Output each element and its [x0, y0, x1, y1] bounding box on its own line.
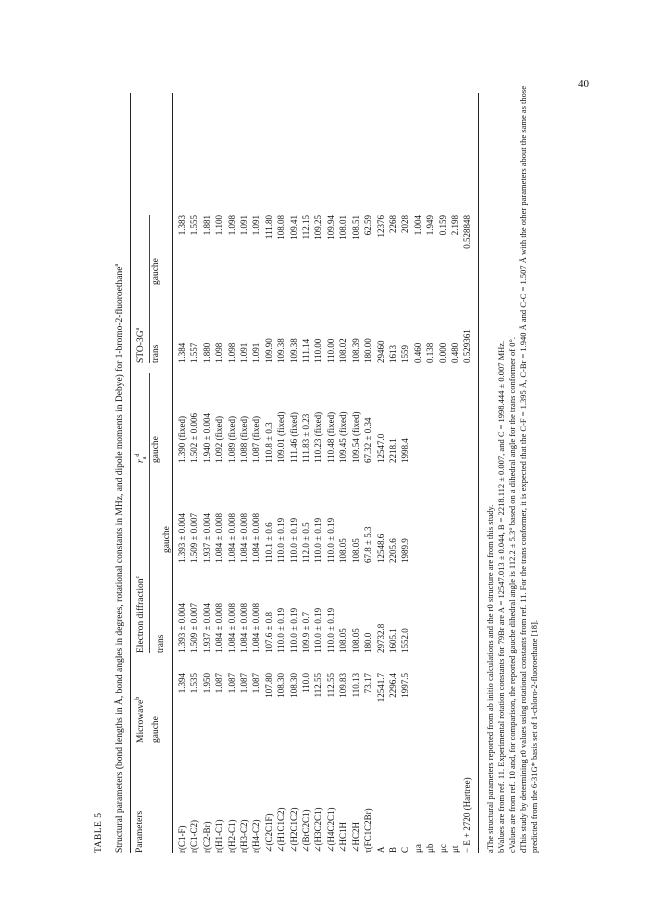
cell-ed-gauche: 1.084 ± 0.008 [251, 513, 262, 563]
cell-sto-gauche: 1.098 [226, 215, 237, 236]
cell-sto-gauche: 108.51 [350, 215, 361, 240]
table-row [424, 215, 436, 853]
header-electron-diffraction: Electron diffraction$^c$ [135, 575, 147, 653]
page-number: 40 [578, 78, 589, 90]
cell-sto-gauche: 1.004 [412, 215, 423, 236]
table-row [300, 215, 312, 853]
cell-ed-trans: 107.6 ± 0.8 [263, 612, 274, 653]
cell-ed-gauche: 110.0 ± 0.19 [276, 517, 287, 563]
footnote-a: aThe structural parameters reported from ab initio calculations and the r0 structure are from this study. [485, 504, 495, 853]
cell-sto-trans: 0.460 [412, 342, 423, 363]
cell-ra: 2218.1 [387, 438, 398, 463]
cell-sto-trans: 109.38 [276, 338, 287, 363]
cell-param: r(H2-C1) [226, 819, 237, 853]
header-rule [172, 93, 173, 853]
cell-sto-gauche: 12376 [375, 215, 386, 238]
cell-mw: 2296.4 [387, 673, 398, 698]
cell-ed-trans [424, 563, 436, 653]
cell-mw [449, 653, 461, 743]
cell-sto-gauche: 109.25 [313, 215, 324, 240]
cell-ed-trans: 1.084 ± 0.008 [226, 603, 237, 653]
cell-ra: 109.45 (fixed) [338, 411, 349, 463]
cell-mw: 112.55 [313, 673, 324, 698]
cell-ed-trans: 110.0 ± 0.19 [325, 607, 336, 653]
cell-ed-gauche: 1.509 ± 0.007 [189, 513, 200, 563]
cell-ed-trans [461, 563, 473, 653]
cell-ra [461, 363, 473, 463]
cell-mw: 1.087 [239, 673, 250, 694]
cell-ed-trans: 110.0 ± 0.19 [276, 607, 287, 653]
cell-sto-trans: 110.00 [325, 338, 336, 363]
cell-ed-trans: 110.0 ± 0.19 [313, 607, 324, 653]
cell-mw: 109.83 [338, 673, 349, 698]
cell-ed-gauche [449, 463, 461, 563]
cell-mw: 1997.5 [400, 673, 411, 698]
cell-mw: 1.087 [214, 673, 225, 694]
table-row [250, 215, 262, 853]
cell-param: r(H1-C1) [214, 819, 225, 853]
cell-ra: 12547.0 [375, 433, 386, 463]
parameter-table [176, 215, 474, 853]
cell-ra: 1.092 (fixed) [214, 416, 225, 463]
cell-sto-gauche: 109.94 [325, 215, 336, 240]
cell-sto-trans: 109.38 [288, 338, 299, 363]
cell-sto-gauche: 1.555 [189, 215, 200, 236]
cell-param: ∠(H3C2C1) [313, 807, 324, 853]
table-row [412, 215, 424, 853]
cell-sto-gauche: 112.15 [301, 215, 312, 240]
cell-mw [437, 653, 449, 743]
cell-ed-gauche: 1.937 ± 0.004 [201, 513, 212, 563]
cell-ed-trans: 29732.8 [375, 623, 386, 653]
cell-param: r(H3-C2) [239, 819, 250, 853]
cell-sto-trans: 1.880 [201, 342, 212, 363]
cell-ed-gauche: 110.0 ± 0.19 [325, 517, 336, 563]
cell-sto-gauche: 62.59 [363, 215, 374, 236]
cell-mw: 1.087 [226, 673, 237, 694]
rotated-table-page [94, 53, 653, 853]
cell-mw [461, 653, 473, 743]
header-sto-gauche: gauche [151, 258, 161, 285]
table-row [449, 215, 461, 853]
cell-sto-trans: 1559 [400, 345, 411, 363]
cell-mw: 108.30 [276, 673, 287, 698]
cell-ed-gauche: 110.0 ± 0.19 [288, 517, 299, 563]
cell-param: − E + 2720 (Hartree) [462, 777, 473, 853]
table-row [226, 215, 238, 853]
cell-ed-trans: 1.084 ± 0.008 [239, 603, 250, 653]
table-row [263, 215, 275, 853]
cell-ed-trans: 1.393 ± 0.004 [177, 603, 187, 653]
cell-param: μb [425, 843, 436, 853]
sto-subrule [149, 215, 150, 363]
cell-ed-gauche: 1.084 ± 0.008 [239, 513, 250, 563]
cell-sto-gauche: 1.383 [177, 215, 187, 236]
cell-sto-trans: 29460 [375, 340, 386, 363]
cell-ed-gauche: 1.393 ± 0.004 [177, 513, 187, 563]
cell-sto-trans: 1.091 [239, 342, 250, 363]
cell-mw: 1.950 [201, 673, 212, 694]
cell-ra: 111.46 (fixed) [288, 412, 299, 463]
footnote-d: dThis study by determining r0 values using rotational constants from ref. 11. For the trans conformer, it is expected that the C-F = 1.395 Å, C-Br = 1.940 Å and C-C = 1.507 Å with the other parameters about the same as those predicted from the 6-31G* basis set of 1-chloro-2-fluoroethane [18]. [518, 85, 539, 853]
cell-ra [424, 363, 436, 463]
cell-sto-gauche: 1.949 [425, 215, 436, 236]
cell-sto-gauche: 111.80 [263, 215, 274, 240]
cell-mw: 1.394 [177, 673, 187, 694]
cell-sto-gauche: 2.198 [449, 215, 460, 236]
cell-param: ∠(BrC2C1) [301, 809, 312, 853]
table-row [288, 215, 300, 853]
cell-ed-gauche [412, 463, 424, 563]
bottom-rule [478, 93, 479, 853]
cell-sto-trans: 1.557 [189, 342, 200, 363]
table-row [375, 215, 387, 853]
cell-sto-gauche: 2028 [400, 215, 411, 233]
table-row [238, 215, 250, 853]
table-label: TABLE 5 [94, 812, 104, 853]
cell-sto-gauche: 1.091 [239, 215, 250, 236]
ed-subrule [149, 373, 150, 653]
cell-param: μa [412, 844, 423, 853]
cell-param: ∠(H2C1C2) [288, 807, 299, 853]
footnote-c: cValues are from ref. 10 and, for comparison, the reported gauche dihedral angle is 112.2 ± 5.3° based on a dihedral angle for the trans conformer of 0°. [507, 336, 517, 853]
cell-ed-gauche: 110.0 ± 0.19 [313, 517, 324, 563]
cell-ra [449, 363, 461, 463]
table-row [399, 215, 411, 853]
header-ed-trans: trans [156, 634, 166, 653]
cell-mw: 110.13 [350, 673, 361, 698]
header-ra: $r_a^d$ [135, 453, 149, 463]
cell-sto-gauche: 1.100 [214, 215, 225, 236]
header-parameters: Parameters [135, 810, 145, 853]
table-row [312, 215, 324, 853]
cell-ed-gauche: 112.0 ± 0.5 [301, 522, 312, 563]
cell-sto-gauche: 108.08 [276, 215, 287, 240]
cell-param: ∠(H1C1C2) [276, 807, 287, 853]
table-row [387, 215, 399, 853]
cell-mw [412, 653, 424, 743]
cell-sto-trans: 1.091 [251, 342, 262, 363]
cell-param: A [375, 846, 386, 853]
cell-param: r(C1-C2) [189, 820, 200, 853]
cell-param: r(C1-F) [177, 825, 187, 853]
cell-ed-trans [437, 563, 449, 653]
cell-sto-trans: 1.098 [214, 342, 225, 363]
table-row [275, 215, 287, 853]
table-caption: Structural parameters (bond lengths in Å, bond angles in degrees, rotational constants in MHz, and dipole moments in Debye) for 1-bromo-2-fluoroethane$^a$ [114, 263, 126, 853]
table-row [461, 215, 473, 853]
table-row [362, 215, 374, 853]
cell-param: B [387, 846, 398, 853]
top-rule [130, 93, 131, 853]
cell-ed-gauche: 108.05 [350, 538, 361, 563]
cell-mw: 112.55 [325, 673, 336, 698]
cell-param: μc [437, 844, 448, 853]
cell-ra: 1998.4 [400, 438, 411, 463]
cell-ra: 1.088 (fixed) [239, 416, 250, 463]
cell-mw [424, 653, 436, 743]
cell-mw: 73.17 [363, 673, 374, 694]
cell-ra: 110.8 ± 0.3 [263, 422, 274, 463]
cell-mw: 108.30 [288, 673, 299, 698]
cell-ed-gauche: 108.05 [338, 538, 349, 563]
cell-ed-trans: 1.509 ± 0.007 [189, 603, 200, 653]
cell-param: ∠HC2H [350, 821, 361, 853]
cell-param: C [400, 846, 411, 853]
cell-param: r(C2-Br) [201, 821, 212, 853]
table-row [188, 215, 200, 853]
cell-ed-trans: 1.084 ± 0.008 [214, 603, 225, 653]
header-mw-gauche: gauche [151, 716, 161, 743]
cell-ra: 1.390 (fixed) [177, 416, 187, 463]
cell-ra: 109.01 (fixed) [276, 411, 287, 463]
cell-ra: 1.087 (fixed) [251, 416, 262, 463]
cell-ed-gauche [437, 463, 449, 563]
footnote-b: bValues are from ref. 11. Experimental rotation constants for 79Br are A = 12547.013 ± 0.044, B = 2218.112 ± 0.007, and C = 1998.444 ± 0.007 MHz. [496, 340, 506, 853]
cell-sto-trans: 108.39 [350, 338, 361, 363]
cell-ra: 1.940 ± 0.004 [201, 413, 212, 463]
cell-param: r(H4-C2) [251, 819, 262, 853]
cell-ra: 1.089 (fixed) [226, 416, 237, 463]
cell-sto-trans: 108.02 [338, 338, 349, 363]
cell-sto-gauche: 2268 [387, 215, 398, 233]
cell-ed-gauche [424, 463, 436, 563]
cell-sto-trans: 1.098 [226, 342, 237, 363]
cell-ra [437, 363, 449, 463]
cell-param: ∠HC1H [338, 821, 349, 853]
cell-sto-gauche: 0.159 [437, 215, 448, 236]
cell-mw: 1.535 [189, 673, 200, 694]
cell-param: ∠(C2C1F) [263, 813, 274, 853]
cell-ed-gauche: 12548.6 [375, 533, 386, 563]
header-sto-trans: trans [151, 344, 161, 363]
cell-ed-gauche: 1.084 ± 0.008 [226, 513, 237, 563]
header-ed-gauche: gauche [162, 526, 172, 553]
cell-sto-gauche: 109.41 [288, 215, 299, 240]
cell-sto-trans: 0.000 [437, 342, 448, 363]
table-row [325, 215, 337, 853]
cell-sto-trans: 0.138 [425, 342, 436, 363]
cell-ed-trans: 1605.1 [387, 628, 398, 653]
cell-ra: 67.32 ± 0.34 [363, 417, 374, 463]
cell-ed-gauche: 1989.9 [400, 538, 411, 563]
cell-ed-trans: 110.0 ± 0.19 [288, 607, 299, 653]
cell-sto-gauche: 1.881 [201, 215, 212, 236]
header-ra-gauche: gauche [151, 436, 161, 463]
cell-ra: 111.83 ± 0.23 [301, 413, 312, 463]
cell-ed-trans: 180.0 [363, 632, 374, 653]
table-row [437, 215, 449, 853]
cell-ed-trans: 108.05 [350, 628, 361, 653]
cell-sto-trans: 0.480 [449, 342, 460, 363]
cell-sto-trans: 180.00 [363, 338, 374, 363]
cell-sto-trans: 111.14 [301, 338, 312, 363]
cell-param: τ(FC1C2Br) [363, 808, 374, 853]
cell-ra: 110.48 (fixed) [325, 411, 336, 463]
cell-ed-trans: 1.937 ± 0.004 [201, 603, 212, 653]
cell-sto-gauche: 0.528848 [462, 215, 473, 249]
table-row [337, 215, 349, 853]
cell-mw: 1.087 [251, 673, 262, 694]
cell-ed-trans [449, 563, 461, 653]
cell-mw: 107.80 [263, 673, 274, 698]
cell-param: μt [449, 845, 460, 853]
cell-sto-trans: 109.90 [263, 338, 274, 363]
cell-sto-trans: 1613 [387, 345, 398, 363]
cell-sto-trans: 110.00 [313, 338, 324, 363]
cell-ra: 110.23 (fixed) [313, 411, 324, 463]
header-sto3g: STO-$3G^a$ [135, 327, 147, 363]
cell-ra [412, 363, 424, 463]
cell-ed-gauche: 67.8 ± 5.3 [363, 526, 374, 563]
cell-ed-trans: 108.05 [338, 628, 349, 653]
cell-ed-gauche: 110.1 ± 0.6 [263, 522, 274, 563]
cell-ed-gauche [461, 463, 473, 563]
cell-ed-gauche: 1.084 ± 0.008 [214, 513, 225, 563]
cell-sto-trans: 1.384 [177, 342, 187, 363]
cell-ed-trans: 1.084 ± 0.008 [251, 603, 262, 653]
cell-ed-trans: 109.9 ± 0.7 [301, 612, 312, 653]
table-row [176, 215, 188, 853]
cell-ed-trans: 1552.0 [400, 628, 411, 653]
cell-ra: 109.54 (fixed) [350, 411, 361, 463]
cell-ed-trans [412, 563, 424, 653]
cell-sto-trans: 0.529361 [462, 329, 473, 363]
header-microwave: Microwave$^b$ [135, 696, 147, 743]
cell-mw: 110.0 [301, 673, 312, 693]
footnotes [485, 63, 540, 853]
table-row [201, 215, 213, 853]
cell-mw: 12541.7 [375, 673, 386, 703]
cell-ra: 1.502 ± 0.006 [189, 413, 200, 463]
table-row [350, 215, 362, 853]
cell-sto-gauche: 1.091 [251, 215, 262, 236]
cell-param: ∠(H4C2C1) [325, 807, 336, 853]
cell-sto-gauche: 108.01 [338, 215, 349, 240]
table-row [213, 215, 225, 853]
cell-ed-gauche: 2205.6 [387, 538, 398, 563]
